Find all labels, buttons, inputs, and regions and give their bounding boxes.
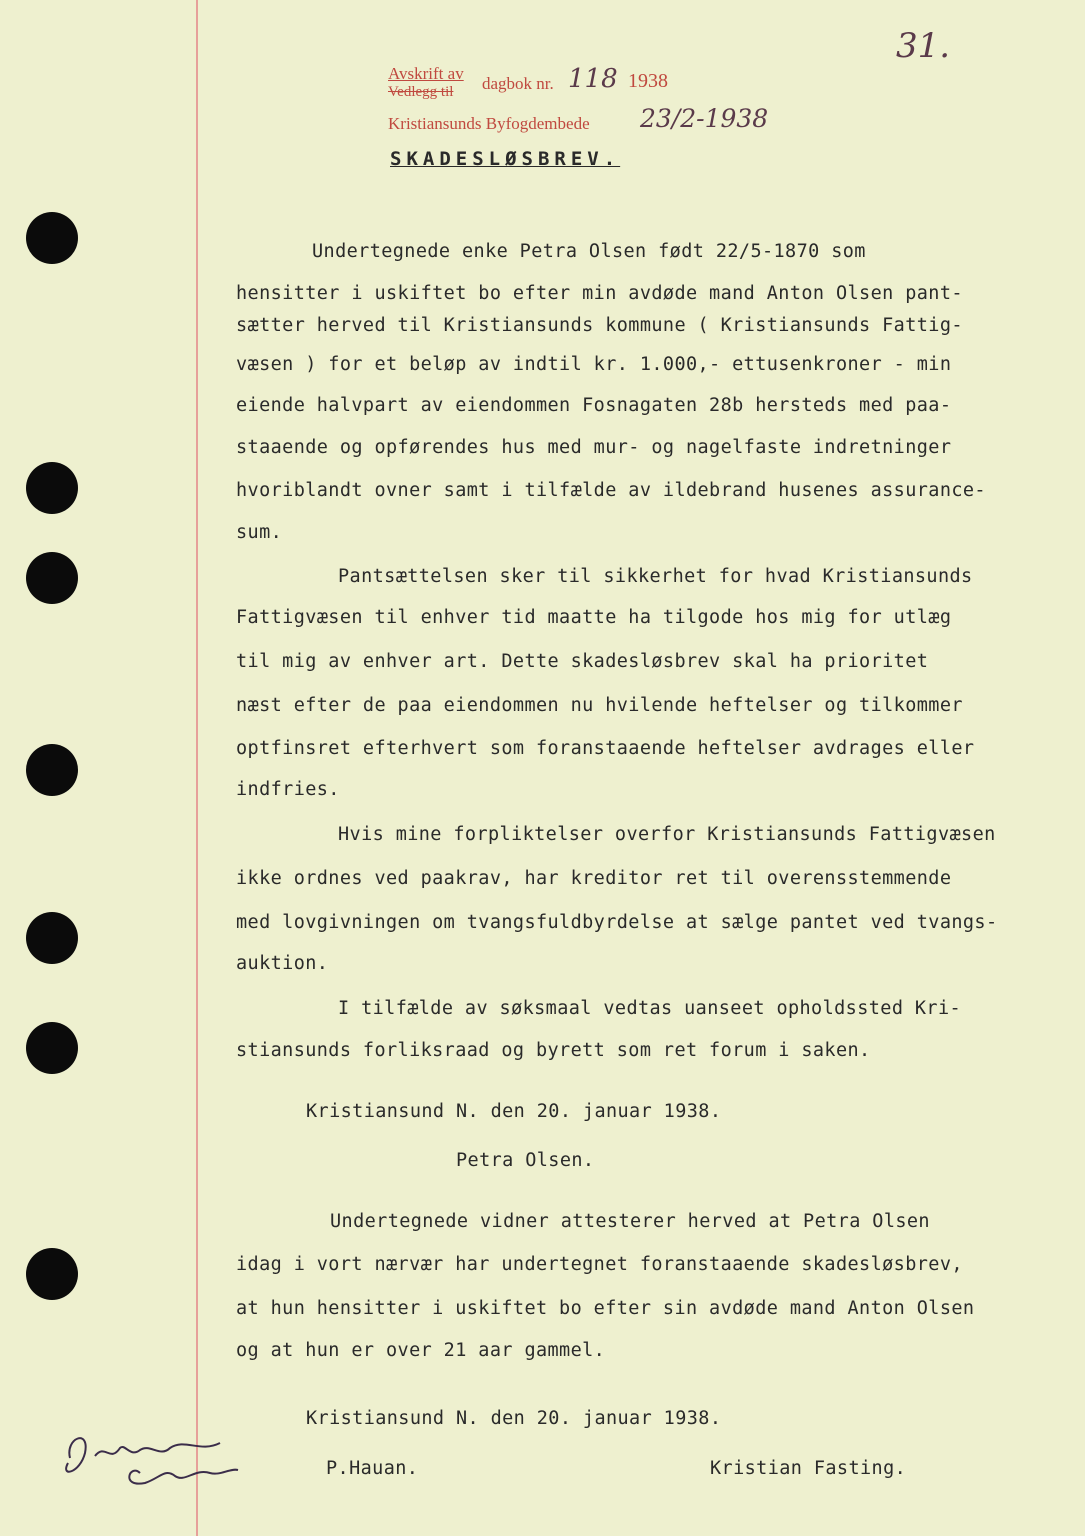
punch-hole xyxy=(26,744,78,796)
document-title: SKADESLØSBREV. xyxy=(390,148,621,170)
body-line: sum. xyxy=(236,522,283,543)
body-line: sætter herved til Kristiansunds kommune ( Kristiansunds Fattig- xyxy=(236,315,963,336)
body-line: optfinsret efterhvert som foranstaaende heftelser avdrages eller xyxy=(236,738,975,759)
body-line: til mig av enhver art. Dette skadesløsbrev skal ha prioritet xyxy=(236,651,929,672)
body-line: idag i vort nærvær har undertegnet foranstaaende skadesløsbrev, xyxy=(236,1254,963,1275)
body-line: Fattigvæsen til enhver tid maatte ha tilgode hos mig for utlæg xyxy=(236,607,952,628)
stamp-avskrift: Avskrift av xyxy=(388,64,464,83)
body-line: auktion. xyxy=(236,953,329,974)
body-line: Undertegnede vidner attesterer herved at Petra Olsen xyxy=(330,1211,930,1232)
punch-hole xyxy=(26,912,78,964)
stamp-dagbok-label: dagbok nr. xyxy=(482,74,554,93)
punch-hole xyxy=(26,552,78,604)
signature-petra-olsen: Petra Olsen. xyxy=(456,1150,595,1171)
place-date: Kristiansund N. den 20. januar 1938. xyxy=(306,1408,722,1429)
stamp-dagbok-number: 118 xyxy=(568,64,618,94)
body-line: hensitter i uskiftet bo efter min avdøde mand Anton Olsen pant- xyxy=(236,283,963,304)
stamp-date: 23/2-1938 xyxy=(640,104,769,133)
punch-hole xyxy=(26,212,78,264)
body-line: Undertegnede enke Petra Olsen født 22/5-1870 som xyxy=(312,241,866,262)
body-line: ikke ordnes ved paakrav, har kreditor ret til overensstemmende xyxy=(236,868,952,889)
body-line: eiende halvpart av eiendommen Fosnagaten 28b hersteds med paa- xyxy=(236,395,952,416)
place-date: Kristiansund N. den 20. januar 1938. xyxy=(306,1101,722,1122)
handwritten-signature-graphic xyxy=(50,1418,240,1498)
stamp-office: Kristiansunds Byfogdembede xyxy=(388,114,590,133)
stamp-year: 1938 xyxy=(628,70,668,92)
punch-hole xyxy=(26,462,78,514)
witness-1: P.Hauan. xyxy=(326,1458,419,1479)
body-line: hvoriblandt ovner samt i tilfælde av ildebrand husenes assurance- xyxy=(236,480,986,501)
body-line: Pantsættelsen sker til sikkerhet for hvad Kristiansunds xyxy=(338,566,973,587)
page-number: 31. xyxy=(896,26,951,66)
margin-line xyxy=(196,0,198,1536)
body-line: at hun hensitter i uskiftet bo efter sin avdøde mand Anton Olsen xyxy=(236,1298,975,1319)
stamp-vedlegg: Vedlegg til xyxy=(388,84,454,100)
body-line: stiansunds forliksraad og byrett som ret forum i saken. xyxy=(236,1040,871,1061)
body-line: næst efter de paa eiendommen nu hvilende heftelser og tilkommer xyxy=(236,695,963,716)
body-line: med lovgivningen om tvangsfuldbyrdelse at sælge pantet ved tvangs- xyxy=(236,912,998,933)
body-line: staaende og opførendes hus med mur- og nagelfaste indretninger xyxy=(236,437,952,458)
body-line: I tilfælde av søksmaal vedtas uanseet opholdssted Kri- xyxy=(338,998,962,1019)
witness-2: Kristian Fasting. xyxy=(710,1458,907,1479)
body-line: væsen ) for et beløp av indtil kr. 1.000,- ettusenkroner - min xyxy=(236,354,952,375)
body-line: og at hun er over 21 aar gammel. xyxy=(236,1340,606,1361)
body-line: Hvis mine forpliktelser overfor Kristiansunds Fattigvæsen xyxy=(338,824,996,845)
body-line: indfries. xyxy=(236,779,340,800)
punch-hole xyxy=(26,1022,78,1074)
punch-hole xyxy=(26,1248,78,1300)
